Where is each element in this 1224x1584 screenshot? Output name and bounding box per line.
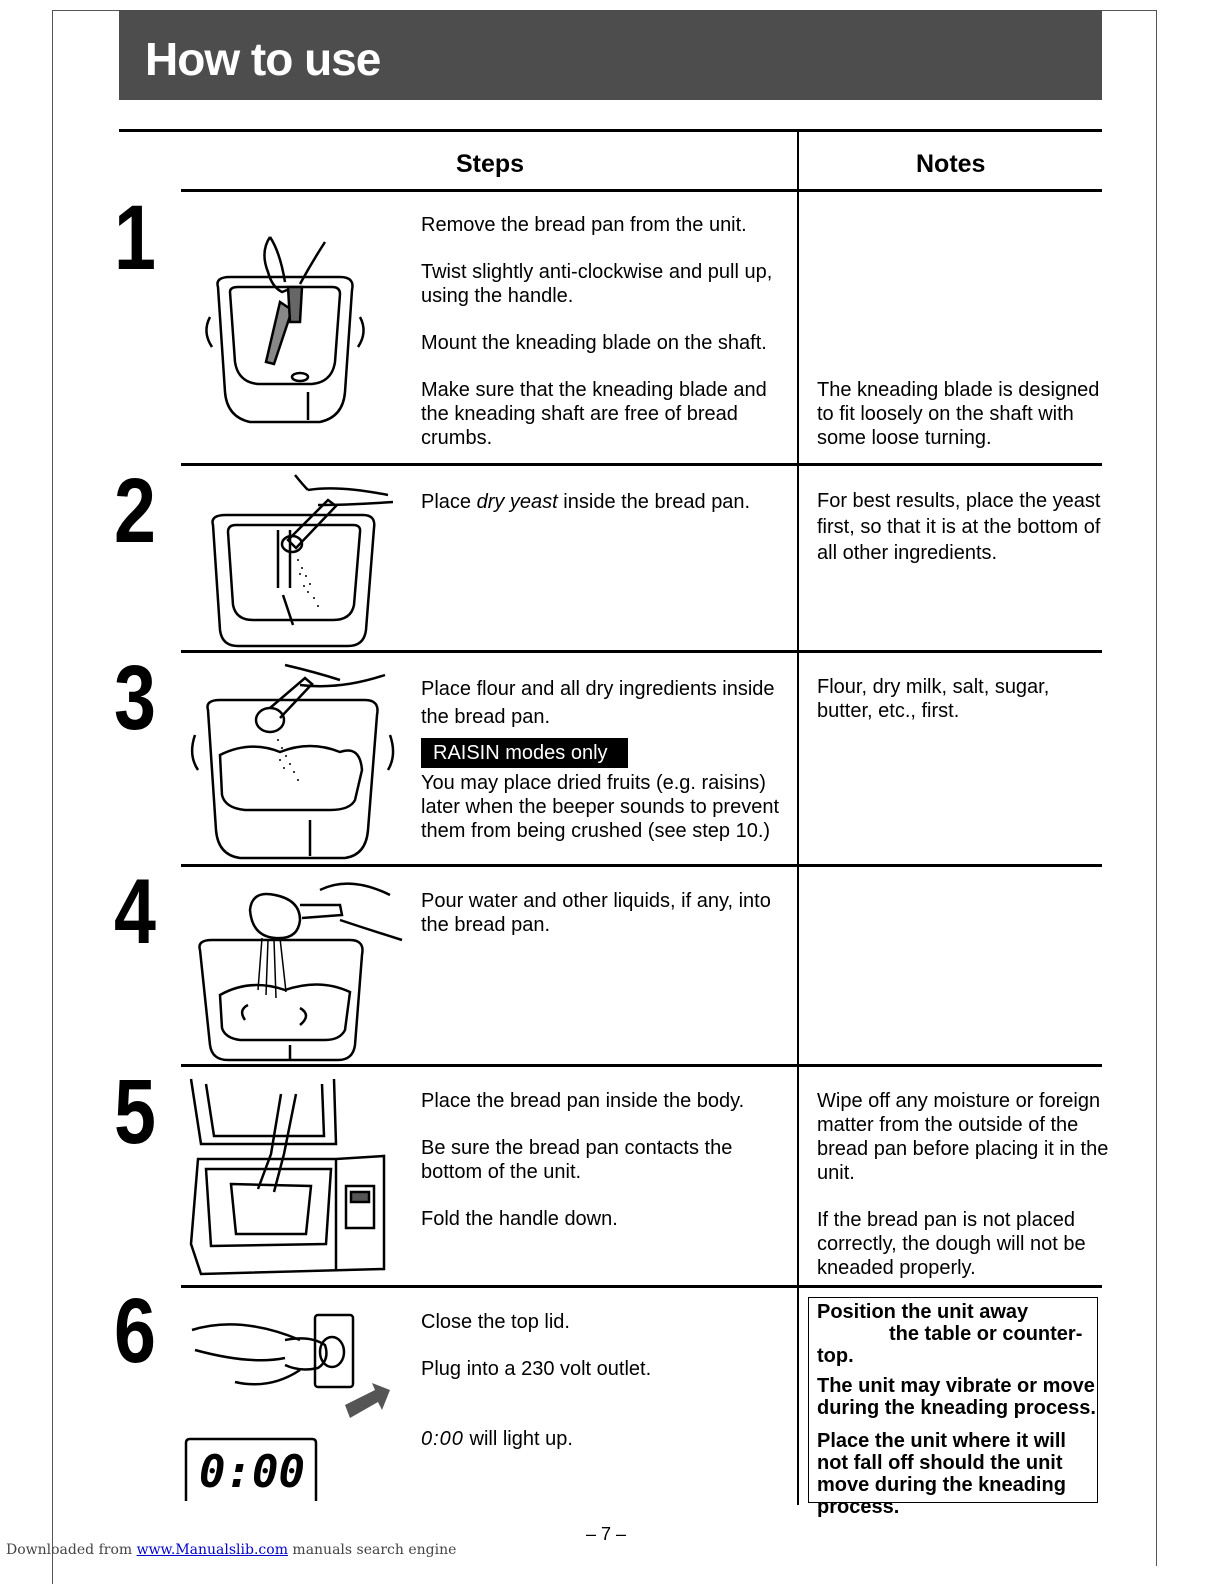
step-1-line-2: Twist slightly anti-clockwise and pull up, using the handle. (421, 261, 773, 307)
warning-line-3: Place the unit where it will not fall off should the unit move during the kneading process. (817, 1430, 1066, 1518)
row-rule-3 (181, 864, 1102, 867)
table-top-rule (119, 129, 1102, 132)
raisin-modes-badge: RAISIN modes only (421, 738, 628, 768)
plug-outlet-illustration (190, 1310, 395, 1422)
step-5-line-1: Place the bread pan inside the body. (421, 1090, 745, 1112)
step-5-note-2: If the bread pan is not placed correctly, the dough will not be kneaded properly. (817, 1209, 1086, 1279)
notes-header: Notes (916, 150, 986, 178)
step-2-text-before: Place (421, 491, 477, 513)
step-1-line-1: Remove the bread pan from the unit. (421, 214, 747, 236)
step-number-3: 3 (114, 647, 156, 749)
bread-pan-blade-illustration (200, 232, 370, 427)
step-number-1: 1 (114, 187, 156, 289)
row-rule-2 (181, 650, 1102, 653)
step-5-notes (817, 1089, 1109, 1303)
step-2-note: For best results, place the yeast first, so that it is at the bottom of all other ingredients. (817, 490, 1101, 564)
step-6-display-text (421, 1427, 793, 1451)
header-rule (181, 189, 1102, 192)
step-2-text-italic: dry yeast (476, 491, 558, 513)
step-2-text (421, 488, 793, 516)
warning-line-1b: the table or counter-top. (817, 1323, 1083, 1367)
step-1-line-3: Mount the kneading blade on the shaft. (421, 332, 767, 354)
bread-pan-flour-illustration (190, 660, 395, 860)
step-5-text (421, 1089, 793, 1254)
placement-warning-box (808, 1297, 1098, 1518)
step-3-line-1: Place flour and all dry ingredients inside the bread pan. (421, 678, 775, 728)
step-number-5: 5 (114, 1061, 156, 1163)
steps-header: Steps (456, 150, 525, 178)
manualslib-link[interactable]: www.Manualslib.com (136, 1542, 288, 1558)
step-2-text-after: inside the bread pan. (557, 491, 751, 513)
download-suffix: manuals search engine (287, 1542, 457, 1558)
step-1-text (421, 213, 793, 473)
step-1-line-4: Make sure that the kneading blade and the kneading shaft are free of bread crumbs. (421, 379, 767, 449)
warning-line-2: The unit may vibrate or move during the kneading process. (817, 1375, 1096, 1419)
step-number-4: 4 (114, 861, 156, 963)
display-value: 0:00 (421, 1428, 464, 1450)
display-readout: 0:00 (199, 1447, 305, 1498)
page-number: – 7 – (586, 1524, 627, 1544)
step-3-line-2: You may place dried fruits (e.g. raisins) later when the beeper sounds to prevent them from being crushed (see step 10.) (421, 772, 780, 842)
step-number-6: 6 (114, 1280, 156, 1382)
row-rule-4 (181, 1064, 1102, 1067)
step-1-note: The kneading blade is designed to fit loosely on the shaft with some loose turning. (817, 379, 1100, 449)
download-prefix: Downloaded from (6, 1542, 137, 1558)
step-4-text: Pour water and other liquids, if any, into the bread pan. (421, 890, 771, 936)
step-5-line-2: Be sure the bread pan contacts the bottom of the unit. (421, 1137, 733, 1183)
column-divider (797, 131, 799, 1505)
download-footer (6, 1542, 456, 1558)
bread-maker-unit-illustration (186, 1074, 386, 1276)
display-suffix: will light up. (463, 1428, 573, 1450)
step-3-text (421, 675, 793, 843)
step-5-line-3: Fold the handle down. (421, 1208, 618, 1230)
bread-pan-yeast-illustration (198, 470, 398, 648)
title-bar (119, 10, 1102, 100)
step-5-note-1: Wipe off any moisture or foreign matter from the outside of the bread pan before placing it in the unit. (817, 1090, 1109, 1184)
step-number-2: 2 (114, 460, 156, 562)
step-3-note: Flour, dry milk, salt, sugar, butter, etc., first. (817, 676, 1050, 722)
bread-pan-water-illustration (190, 870, 405, 1062)
digital-display-illustration (184, 1437, 319, 1503)
step-6-text (421, 1310, 793, 1404)
page-title: How to use (145, 33, 381, 85)
step-6-line-1: Close the top lid. (421, 1311, 570, 1333)
step-6-line-2: Plug into a 230 volt outlet. (421, 1358, 652, 1380)
warning-line-1a: Position the unit away (817, 1301, 1029, 1323)
